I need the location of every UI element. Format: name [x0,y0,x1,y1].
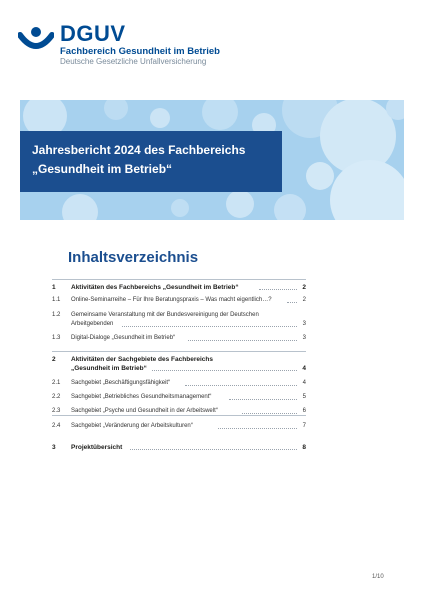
toc-entry-page: 4 [302,380,306,386]
toc-entry-title: Online-Seminarreihe – Für Ihre Beratungspraxis – Was macht eigentlich…? [71,297,272,303]
toc-entry[interactable] [52,443,306,452]
toc-entry-number: 3 [52,444,56,451]
toc-entry[interactable] [52,334,306,343]
toc-entry[interactable] [52,379,306,388]
toc-entry-number: 1.2 [52,312,61,318]
toc-entry-title-continued: Arbeitgebenden [71,321,114,327]
toc-entry-number: 2.3 [52,408,61,414]
toc-entry-title: Projektübersicht [71,444,123,451]
toc-entry[interactable] [52,393,306,402]
toc-entry-number: 2 [52,356,56,363]
toc-leader [122,326,297,327]
toc-entry-number: 1.3 [52,335,61,341]
toc-entry-page: 4 [302,365,306,372]
cover-title-box [20,131,282,192]
toc-entry-number: 2.2 [52,394,61,400]
dguv-logo [18,22,318,72]
logo-organisation: Deutsche Gesetzliche Unfallversicherung [60,57,207,66]
toc-leader [242,413,297,414]
toc-entry[interactable] [52,283,306,292]
toc-entry-title: Aktivitäten der Sachgebiete des Fachbereichs [71,356,213,363]
toc-entry-page: 2 [302,284,306,291]
toc-leader [188,340,297,341]
toc-leader [185,385,297,386]
toc-entry-title: Sachgebiet „Beschäftigungsfähigkeit“ [71,380,171,386]
toc-leader [218,428,297,429]
toc-entry-page: 6 [302,408,306,414]
toc-leader [287,302,297,303]
toc-entry-page: 3 [302,335,306,341]
toc-entry-title: Sachgebiet „Psyche und Gesundheit in der Arbeitswelt“ [71,408,218,414]
toc-entry[interactable] [52,422,306,431]
toc-entry-page: 2 [302,297,306,303]
cover-title-line-2: „Gesundheit im Betrieb“ [32,162,173,176]
toc-entry-number: 2.1 [52,380,61,386]
toc-entry[interactable] [52,407,306,416]
toc-leader [229,399,297,400]
toc-entry-title: Sachgebiet „Veränderung der Arbeitskulturen“ [71,423,193,429]
toc-divider [52,351,306,352]
cover-title-line-1: Jahresbericht 2024 des Fachbereichs [32,143,246,157]
toc-entry-number: 2.4 [52,423,61,429]
toc-leader [152,370,297,371]
toc-heading: Inhaltsverzeichnis [68,249,199,266]
toc-entry-title-continued: „Gesundheit im Betrieb“ [71,365,147,372]
toc-entry[interactable] [52,355,306,373]
logo-wordmark: DGUV [60,21,126,46]
toc-entry-page: 5 [302,394,306,400]
toc-entry[interactable] [52,296,306,305]
logo-department: Fachbereich Gesundheit im Betrieb [60,46,220,57]
toc-entry-title: Aktivitäten des Fachbereichs „Gesundheit im Betrieb“ [71,284,239,291]
toc-entry-title: Sachgebiet „Betriebliches Gesundheitsmanagement“ [71,394,212,400]
toc-entry-title: Gemeinsame Veranstaltung mit der Bundesvereinigung der Deutschen [71,312,259,318]
toc-leader [259,289,297,290]
page-number: 1/10 [372,574,384,580]
toc-entry-page: 3 [302,321,306,327]
toc-divider [52,279,306,280]
toc-entry-number: 1 [52,284,56,291]
toc-entry[interactable] [52,311,306,329]
dguv-logo-icon [18,26,54,56]
toc-entry-title: Digital-Dialoge „Gesundheit im Betrieb“ [71,335,176,341]
toc-entry-page: 8 [302,444,306,451]
toc-entry-number: 1.1 [52,297,61,303]
toc-leader [130,449,297,450]
toc-entry-page: 7 [302,423,306,429]
cover-banner [20,100,404,220]
